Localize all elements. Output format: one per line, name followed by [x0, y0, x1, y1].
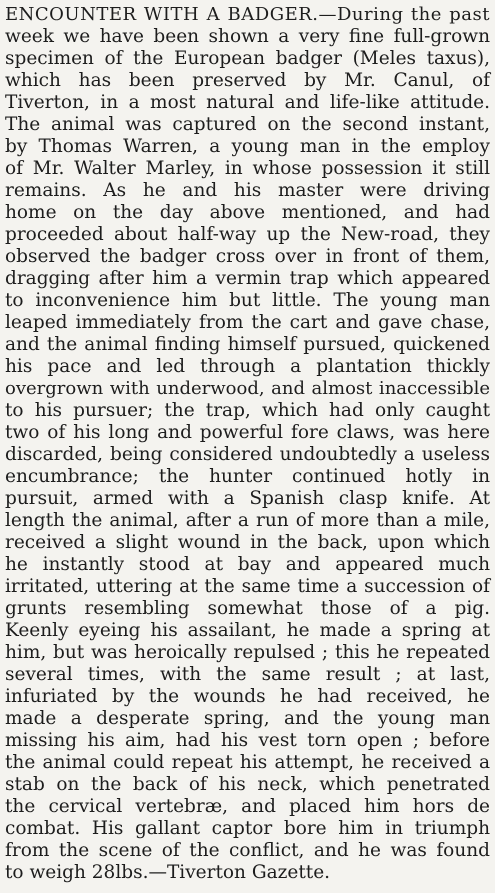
article-line: pursuit, armed with a Spanish clasp knife. At — [5, 488, 490, 509]
article-line: by Thomas Warren, a young man in the employ — [5, 136, 490, 157]
article-line: proceeded about half-way up the New-road, they — [5, 224, 490, 245]
article-line: home on the day above mentioned, and had — [5, 202, 490, 223]
article-line: which has been preserved by Mr. Canul, of — [5, 70, 490, 91]
article-line: remains. As he and his master were driving — [5, 180, 490, 201]
article-line: ENCOUNTER WITH A BADGER.—During the past — [5, 4, 490, 25]
article-line: several times, with the same result ; at last, — [5, 664, 490, 685]
article-line: two of his long and powerful fore claws, was here — [5, 422, 490, 443]
article-line: him, but was heroically repulsed ; this he repeated — [5, 642, 490, 663]
article-line: discarded, being considered undoubtedly a useless — [5, 444, 490, 465]
article-line: irritated, uttering at the same time a succession of — [5, 576, 490, 597]
article-line: Keenly eyeing his assailant, he made a spring at — [5, 620, 490, 641]
article-line: encumbrance; the hunter continued hotly in — [5, 466, 490, 487]
article-line: The animal was captured on the second instant, — [5, 114, 490, 135]
article-line: from the scene of the conflict, and he was found — [5, 840, 490, 861]
article-line: leaped immediately from the cart and gave chase, — [5, 312, 490, 333]
article-line: length the animal, after a run of more than a mile, — [5, 510, 490, 531]
article-line: made a desperate spring, and the young man — [5, 708, 490, 729]
article-line: missing his aim, had his vest torn open ; before — [5, 730, 490, 751]
article-line: overgrown with underwood, and almost inaccessible — [5, 378, 490, 399]
article-line: to his pursuer; the trap, which had only caught — [5, 400, 490, 421]
article-line: infuriated by the wounds he had received, he — [5, 686, 490, 707]
article-line: week we have been shown a very fine full-grown — [5, 26, 490, 47]
article-line: received a slight wound in the back, upon which — [5, 532, 490, 553]
article-line: dragging after him a vermin trap which appeared — [5, 268, 490, 289]
article-line: to inconvenience him but little. The young man — [5, 290, 490, 311]
article-line: observed the badger cross over in front of them, — [5, 246, 490, 267]
article-line: combat. His gallant captor bore him in triumph — [5, 818, 490, 839]
article-line: he instantly stood at bay and appeared much — [5, 554, 490, 575]
article-line: the animal could repeat his attempt, he received a — [5, 752, 490, 773]
article-line: the cervical vertebræ, and placed him hors de — [5, 796, 490, 817]
article-line: grunts resembling somewhat those of a pig. — [5, 598, 490, 619]
article-line: and the animal finding himself pursued, quickened — [5, 334, 490, 355]
article-line-last: to weigh 28lbs.—Tiverton Gazette. — [5, 862, 331, 883]
article-line: specimen of the European badger (Meles taxus), — [5, 48, 490, 69]
article-line: stab on the back of his neck, which penetrated — [5, 774, 490, 795]
article-line: his pace and led through a plantation thickly — [5, 356, 490, 377]
article-line: of Mr. Walter Marley, in whose possession it still — [5, 158, 490, 179]
article-line: Tiverton, in a most natural and life-like attitude. — [5, 92, 490, 113]
